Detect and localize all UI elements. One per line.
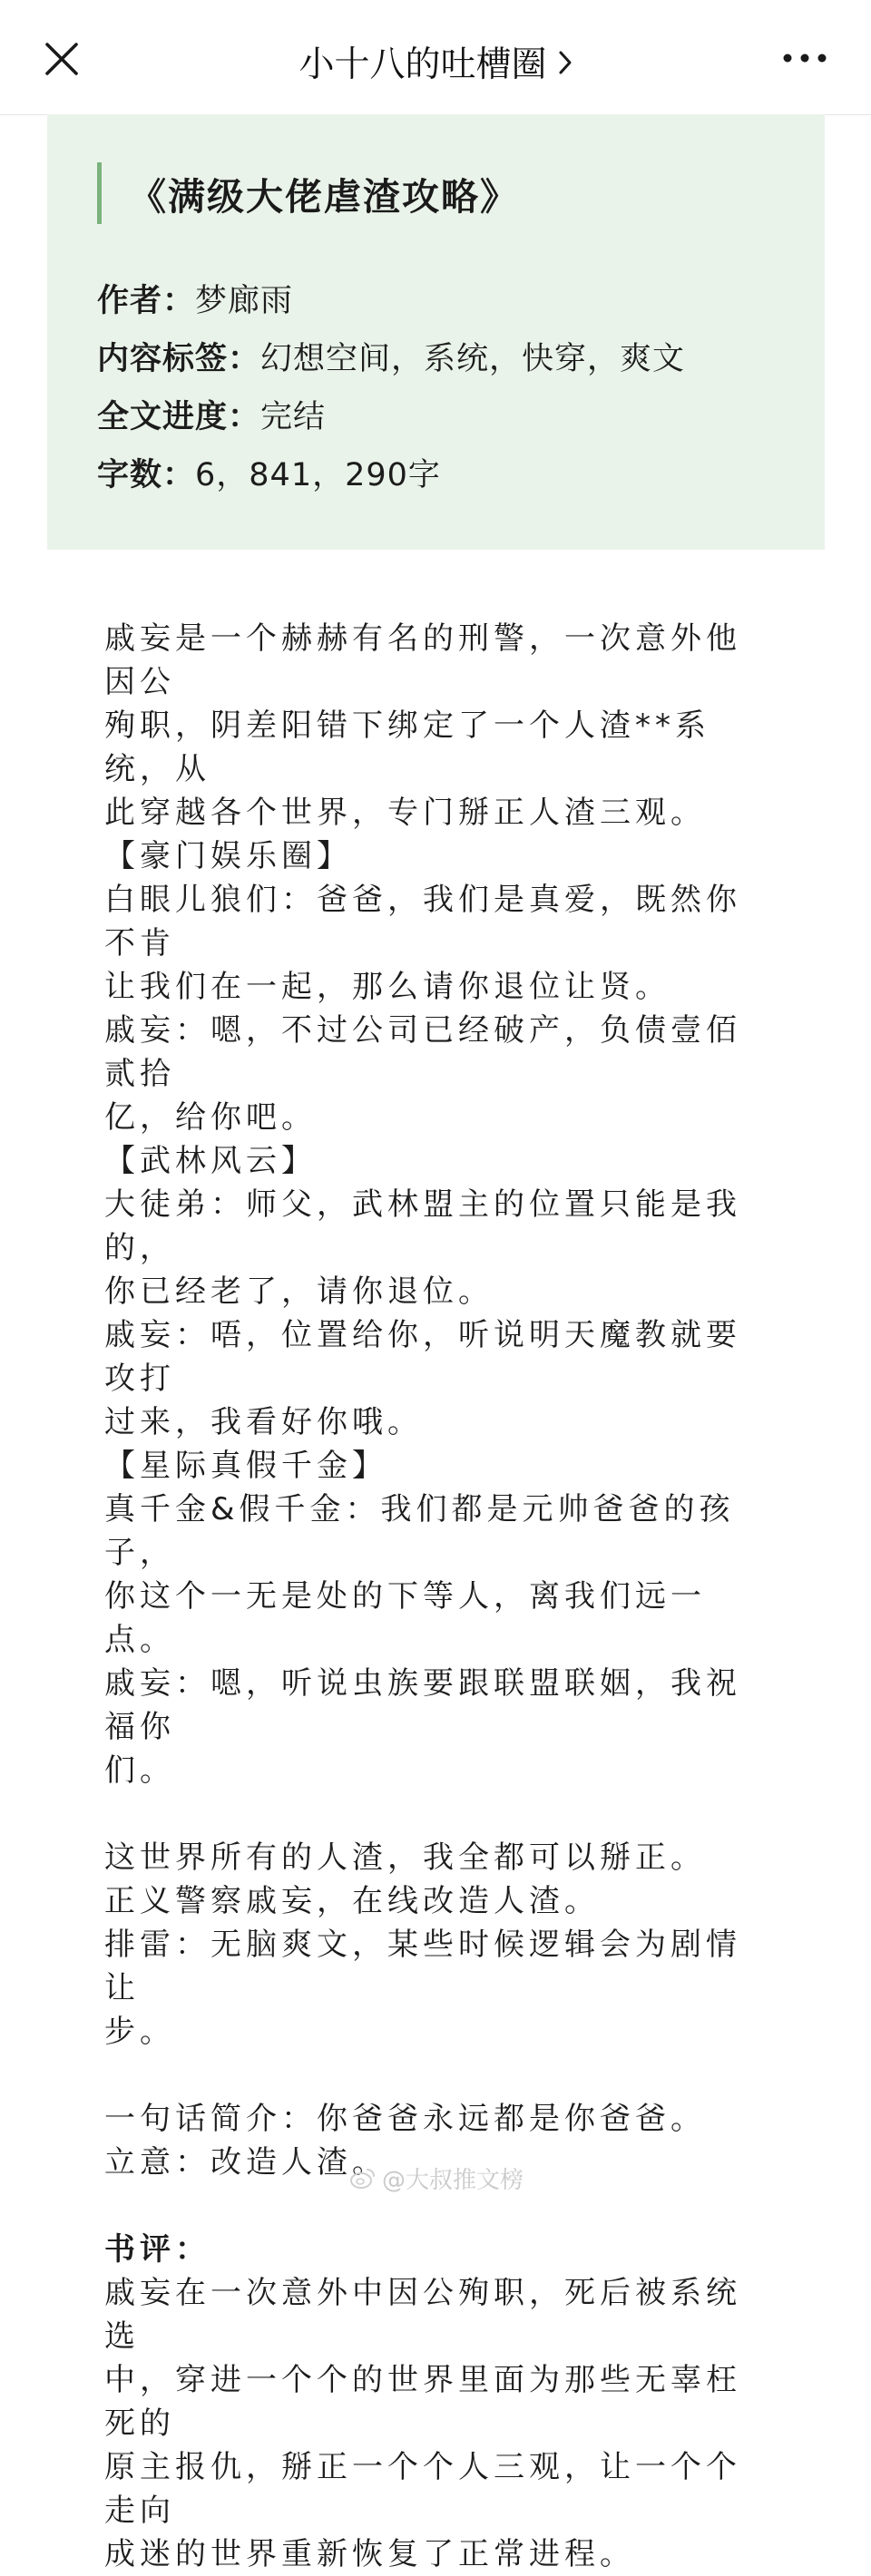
article-line: 这世界所有的人渣，我全都可以掰正。 xyxy=(104,1839,706,1876)
word-count-line xyxy=(97,450,441,495)
author-label: 作者： xyxy=(97,283,196,319)
chevron-right-icon xyxy=(558,50,573,75)
article-line: 亿，给你吧。 xyxy=(104,1099,317,1136)
book-title-row xyxy=(97,161,519,225)
article-line: 们。 xyxy=(104,1752,175,1789)
weibo-logo-icon xyxy=(349,2166,377,2190)
word-count-value: 6，841，290字 xyxy=(195,457,441,493)
tags-label: 内容标签： xyxy=(97,341,261,377)
section-heading: 【星际真假千金】 xyxy=(104,1448,387,1484)
review-line: 原主报仇，掰正一个个人三观，让一个个走向 xyxy=(104,2449,741,2529)
article-line: 戚妄：嗯，听说虫族要跟联盟联姻，我祝福你 xyxy=(104,1665,741,1745)
paragraph-gap xyxy=(104,2054,776,2097)
book-info-card xyxy=(47,114,825,550)
article-line: 步。 xyxy=(104,2014,175,2050)
paragraph-gap xyxy=(104,1792,776,1836)
review-line: 中，穿进一个个的世界里面为那些无辜枉死的 xyxy=(104,2362,741,2442)
progress-label: 全文进度： xyxy=(97,399,261,435)
article-line: 过来，我看好你哦。 xyxy=(104,1404,423,1440)
review-line: 戚妄在一次意外中因公殉职，死后被系统选 xyxy=(104,2275,741,2355)
article-line: 你这个一无是处的下等人，离我们远一点。 xyxy=(104,1578,706,1658)
article-line: 殉职，阴差阳错下绑定了一个人渣**系统，从 xyxy=(104,707,710,787)
word-count-label: 字数： xyxy=(97,457,196,493)
article-line: 排雷：无脑爽文，某些时候逻辑会为剧情让 xyxy=(104,1927,741,2006)
title-accent-bar xyxy=(97,162,102,224)
section-heading: 【武林风云】 xyxy=(104,1143,317,1179)
section-heading: 【豪门娱乐圈】 xyxy=(104,838,352,874)
watermark xyxy=(349,2162,524,2193)
article-line: 白眼儿狼们：爸爸，我们是真爱，既然你不肯 xyxy=(104,882,741,961)
more-dots-icon[interactable] xyxy=(782,49,827,67)
article-line: 戚妄是一个赫赫有名的刑警，一次意外他因公 xyxy=(104,620,741,700)
progress-line xyxy=(97,392,326,437)
article-body xyxy=(104,617,776,2576)
watermark-text: @大叔推文榜 xyxy=(382,2166,524,2194)
top-nav-bar xyxy=(0,0,871,115)
tags-value: 幻想空间，系统，快穿，爽文 xyxy=(260,341,686,377)
article-line: 大徒弟：师父，武林盟主的位置只能是我的， xyxy=(104,1186,741,1266)
review-line: 成迷的世界重新恢复了正常进程。 xyxy=(104,2536,635,2572)
article-line: 此穿越各个世界，专门掰正人渣三观。 xyxy=(104,795,706,831)
article-line: 让我们在一起，那么请你退位让贤。 xyxy=(104,969,670,1005)
article-line: 戚妄：嗯，不过公司已经破产，负债壹佰贰拾 xyxy=(104,1012,741,1092)
book-title: 《满级大佬虐渣攻略》 xyxy=(129,174,519,219)
article-line: 正义警察戚妄，在线改造人渣。 xyxy=(104,1883,600,1919)
progress-value: 完结 xyxy=(260,399,327,435)
author-line xyxy=(97,276,293,321)
article-line: 真千金&假千金：我们都是元帅爸爸的孩子， xyxy=(104,1491,735,1571)
nav-title-text: 小十八的吐槽圈 xyxy=(298,44,547,85)
author-value: 梦廊雨 xyxy=(195,283,294,319)
nav-title-link[interactable] xyxy=(0,36,871,87)
article-line: 立意：改造人渣。 xyxy=(104,2144,387,2181)
article-line: 你已经老了，请你退位。 xyxy=(104,1273,494,1310)
article-line: 戚妄：唔，位置给你，听说明天魔教就要攻打 xyxy=(104,1317,741,1397)
review-heading: 书评： xyxy=(104,2231,210,2268)
article-line: 一句话简介：你爸爸永远都是你爸爸。 xyxy=(104,2101,706,2137)
tags-line xyxy=(97,334,685,379)
